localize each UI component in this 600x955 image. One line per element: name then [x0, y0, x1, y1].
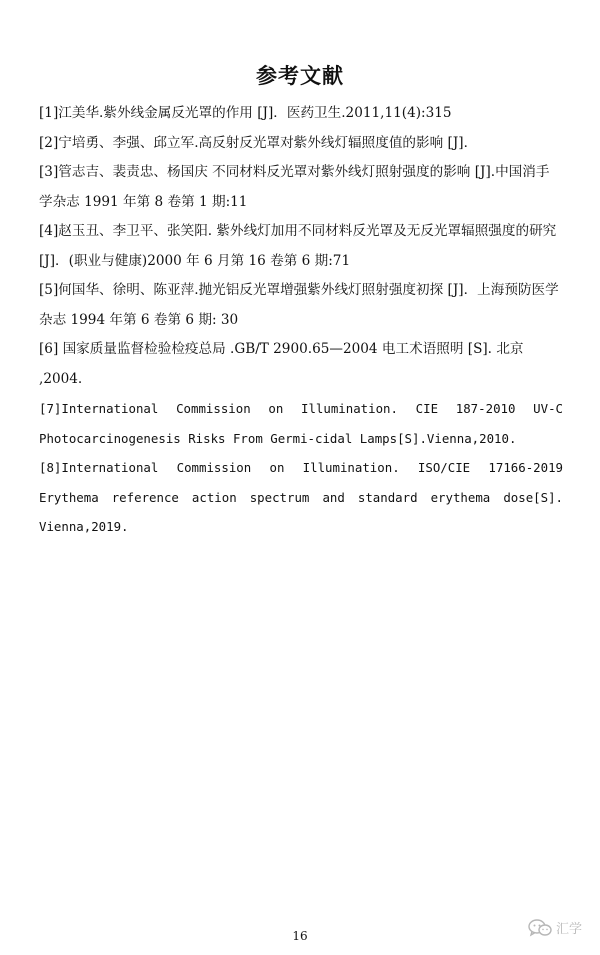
page-title: 参考文献 — [256, 64, 344, 88]
reference-item-2: [2]宁培勇、李强、邱立军.高反射反光罩对紫外线灯辐照度值的影响 [J]． — [39, 134, 478, 151]
watermark — [528, 918, 582, 937]
reference-item-3: [3]管志吉、裴责忠、杨国庆 不同材料反光罩对紫外线灯照射强度的影响 [J].中国消手学杂志 1991 年第 8 卷第 1 期:11 — [39, 164, 550, 210]
reference-item-1: [1]江美华.紫外线金属反光罩的作用 [J]．医药卫生.2011,11(4):315 — [39, 105, 452, 121]
page-number: 16 — [292, 929, 308, 943]
reference-item-6: [6] 国家质量监督检验检疫总局 .GB/T 2900.65—2004 电工术语照明 [S]. 北京 ,2004. — [39, 341, 524, 387]
reference-item-8: [8]International Commission on Illumination. ISO/CIE 17166-2019 Erythema reference action spectrum and standard erythema dose[S]. Vienna,2019. — [39, 460, 563, 534]
wechat-icon — [528, 919, 552, 937]
reference-list — [39, 99, 563, 542]
watermark-text: 汇学 — [555, 922, 582, 937]
reference-item-4: [4]赵玉丑、李卫平、张笑阳. 紫外线灯加用不同材料反光罩及无反光罩辐照强度的研究 [J]．(职业与健康)2000 年 6 月第 16 卷第 6 期:71 — [39, 223, 557, 269]
reference-item-7: [7]International Commission on Illumination. CIE 187-2010 UV-C Photocarcinogenesis Risks From Germi-cidal Lamps[S].Vienna,2010. — [39, 401, 563, 446]
reference-item-5: [5]何国华、徐明、陈亚萍.抛光铝反光罩增强紫外线灯照射强度初探 [J]．上海预防医学杂志 1994 年第 6 卷第 6 期: 30 — [39, 282, 559, 328]
